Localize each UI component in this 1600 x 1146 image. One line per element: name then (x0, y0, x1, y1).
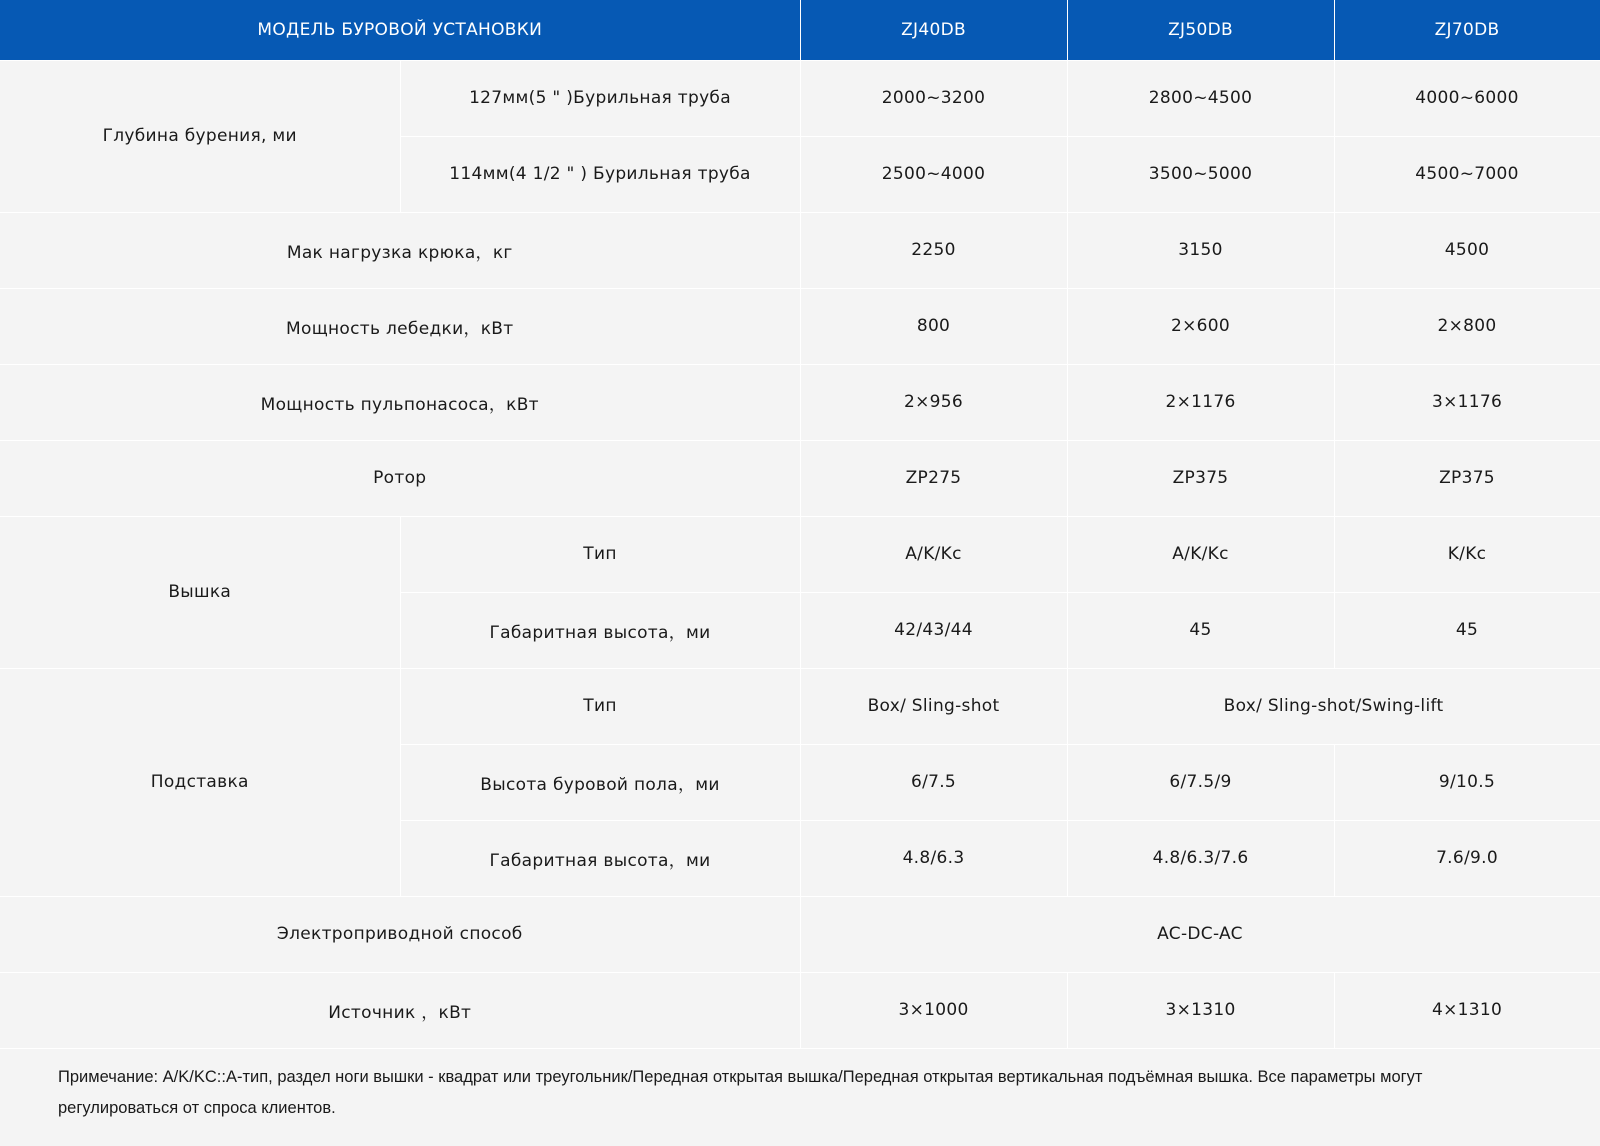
sub-label-clear-height: Габаритная высота，ми (400, 820, 800, 896)
row-label-drive: Электроприводной способ (0, 896, 800, 972)
cell-value: 2500~4000 (800, 136, 1067, 212)
cell-value: A/K/Kc (1067, 516, 1334, 592)
cell-value: 6/7.5/9 (1067, 744, 1334, 820)
sub-label-substructure-type: Тип (400, 668, 800, 744)
cell-value: 4500 (1334, 212, 1600, 288)
row-label-power-source: Источник ，кВт (0, 972, 800, 1048)
table-row (0, 60, 1600, 136)
cell-value: A/K/Kc (800, 516, 1067, 592)
cell-value: K/Kc (1334, 516, 1600, 592)
cell-value: 7.6/9.0 (1334, 820, 1600, 896)
cell-value: 2×600 (1067, 288, 1334, 364)
table-row (0, 516, 1600, 592)
table-row (0, 288, 1600, 364)
cell-value: 4500~7000 (1334, 136, 1600, 212)
header-model-zj40db: ZJ40DB (800, 0, 1067, 60)
table-row (0, 364, 1600, 440)
row-label-drilling-depth: Глубина бурения, ми (0, 60, 400, 212)
cell-value: 800 (800, 288, 1067, 364)
sub-label-mast-height: Габаритная высота，ми (400, 592, 800, 668)
table-row (0, 440, 1600, 516)
cell-value: 45 (1067, 592, 1334, 668)
table-row (0, 668, 1600, 744)
cell-value: 2000~3200 (800, 60, 1067, 136)
cell-value: 2800~4500 (1067, 60, 1334, 136)
cell-value: 9/10.5 (1334, 744, 1600, 820)
table-row (0, 972, 1600, 1048)
table-row (0, 212, 1600, 288)
header-model-label: МОДЕЛЬ БУРОВОЙ УСТАНОВКИ (0, 0, 800, 60)
cell-value: 42/43/44 (800, 592, 1067, 668)
header-model-zj70db: ZJ70DB (1334, 0, 1600, 60)
cell-value: 3500~5000 (1067, 136, 1334, 212)
cell-value: 4.8/6.3/7.6 (1067, 820, 1334, 896)
cell-value: 4000~6000 (1334, 60, 1600, 136)
row-label-pump-power: Мощность пульпонасоса，кВт (0, 364, 800, 440)
row-label-substructure: Подставка (0, 668, 400, 896)
sub-label-pipe-127: 127мм(5 " )Бурильная труба (400, 60, 800, 136)
cell-value: 2×1176 (1067, 364, 1334, 440)
cell-value: ZP375 (1067, 440, 1334, 516)
cell-value: 2×956 (800, 364, 1067, 440)
row-label-drawworks-power: Мощность лебедки，кВт (0, 288, 800, 364)
table-row (0, 896, 1600, 972)
cell-value: 3×1176 (1334, 364, 1600, 440)
cell-value: 6/7.5 (800, 744, 1067, 820)
row-label-rotary: Ротор (0, 440, 800, 516)
cell-value: 4.8/6.3 (800, 820, 1067, 896)
row-label-mast: Вышка (0, 516, 400, 668)
cell-value: 3×1000 (800, 972, 1067, 1048)
cell-value: ZP375 (1334, 440, 1600, 516)
cell-value: 45 (1334, 592, 1600, 668)
header-row (0, 0, 1600, 60)
cell-value-merged: AC-DC-AC (800, 896, 1600, 972)
cell-value: 2×800 (1334, 288, 1600, 364)
header-model-zj50db: ZJ50DB (1067, 0, 1334, 60)
sub-label-mast-type: Тип (400, 516, 800, 592)
cell-value: 2250 (800, 212, 1067, 288)
cell-value: 3150 (1067, 212, 1334, 288)
cell-value-merged: Box/ Sling-shot/Swing-lift (1067, 668, 1600, 744)
footnote: Примечание: A/K/KC::A-тип, раздел ноги вышки - квадрат или треугольник/Передная открытая вышка/Передная открытая вертикальная подъёмная вышка. Все параметры могут регулироваться от спроса клиентов. (58, 1068, 1423, 1117)
sub-label-pipe-114: 114мм(4 1/2 " ) Бурильная труба (400, 136, 800, 212)
row-label-hook-load: Мак нагрузка крюка，кг (0, 212, 800, 288)
cell-value: Box/ Sling-shot (800, 668, 1067, 744)
cell-value: 3×1310 (1067, 972, 1334, 1048)
sub-label-floor-height: Высота буровой пола，ми (400, 744, 800, 820)
cell-value: 4×1310 (1334, 972, 1600, 1048)
cell-value: ZP275 (800, 440, 1067, 516)
